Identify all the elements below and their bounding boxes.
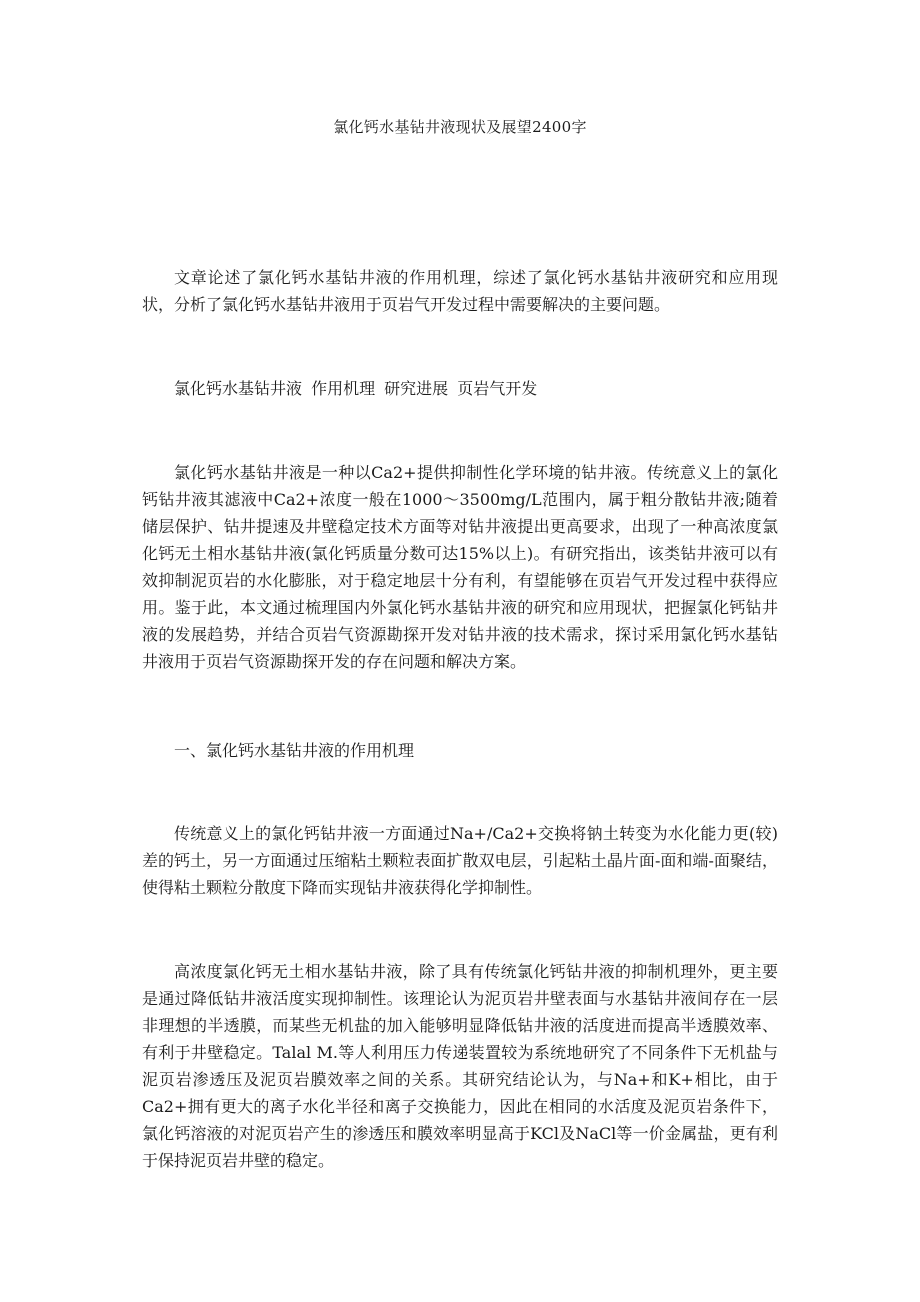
keywords-line: 氯化钙水基钻井液 作用机理 研究进展 页岩气开发 [174,379,538,398]
abstract-paragraph: 文章论述了氯化钙水基钻井液的作用机理，综述了氯化钙水基钻井液研究和应用现状，分析了氯化钙水基钻井液用于页岩气开发过程中需要解决的主要问题。 [142,268,778,314]
mechanism-paragraph-1: 传统意义上的氯化钙钻井液一方面通过Na+/Ca2+交换将钠土转变为水化能力更(较)差的钙土，另一方面通过压缩粘土颗粒表面扩散双电层，引起粘土晶片面-面和端-面聚结，使得粘土颗粒分散度下降而实现钻井液获得化学抑制性。 [142,824,778,897]
document-title: 氯化钙水基钻井液现状及展望2400字 [333,118,587,136]
section-heading-mechanism: 一、氯化钙水基钻井液的作用机理 [174,741,415,760]
mechanism-paragraph-2: 高浓度氯化钙无土相水基钻井液，除了具有传统氯化钙钻井液的抑制机理外，更主要是通过降低钻井液活度实现抑制性。该理论认为泥页岩井壁表面与水基钻井液间存在一层非理想的半透膜，而某些无机盐的加入能够明显降低钻井液的活度进而提高半透膜效率、有利于井壁稳定。Talal M.等人利用压力传递装置较为系统地研究了不同条件下无机盐与泥页岩渗透压及泥页岩膜效率之间的关系。其研究结论认为，与Na+和K+相比，由于Ca2+拥有更大的离子水化半径和离子交换能力，因此在相同的水活度及泥页岩条件下，氯化钙溶液的对泥页岩产生的渗透压和膜效率明显高于KCl及NaCl等一价金属盐，更有利于保持泥页岩井壁的稳定。 [142,962,778,1170]
intro-paragraph: 氯化钙水基钻井液是一种以Ca2+提供抑制性化学环境的钻井液。传统意义上的氯化钙钻井液其滤液中Ca2+浓度一般在1000～3500mg/L范围内，属于粗分散钻井液;随着储层保护、钻井提速及井壁稳定技术方面等对钻井液提出更高要求，出现了一种高浓度氯化钙无土相水基钻井液(氯化钙质量分数可达15%以上)。有研究指出，该类钻井液可以有效抑制泥页岩的水化膨胀，对于稳定地层十分有利，有望能够在页岩气开发过程中获得应用。鉴于此，本文通过梳理国内外氯化钙水基钻井液的研究和应用现状，把握氯化钙钻井液的发展趋势，并结合页岩气资源勘探开发对钻井液的技术需求，探讨采用氯化钙水基钻井液用于页岩气资源勘探开发的存在问题和解决方案。 [142,463,778,671]
